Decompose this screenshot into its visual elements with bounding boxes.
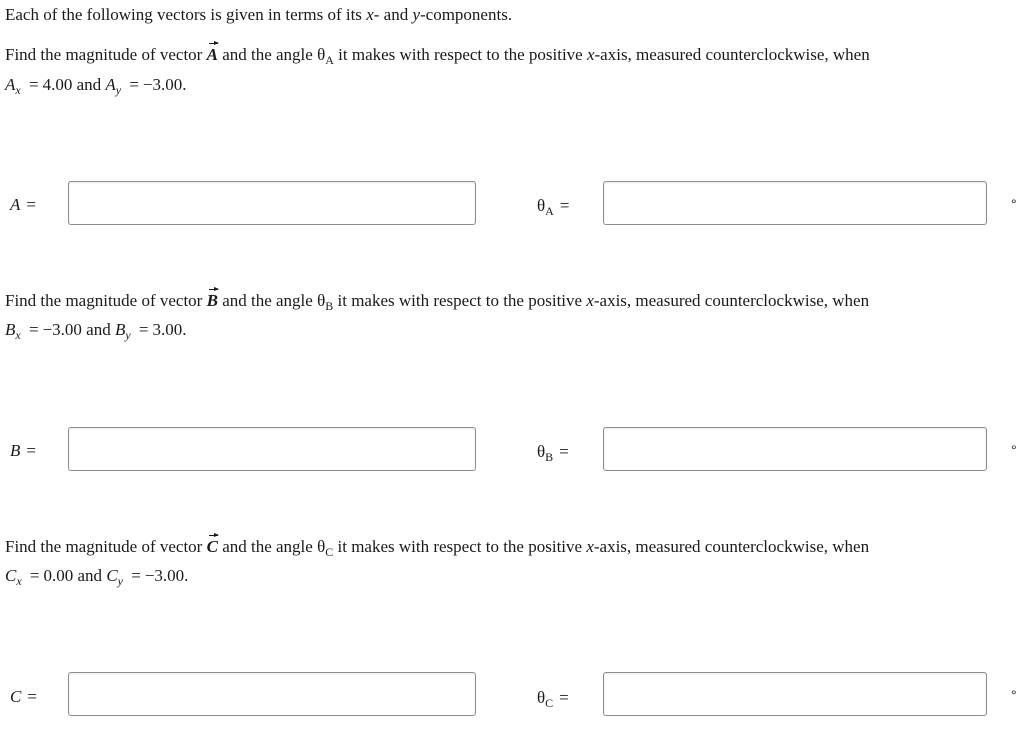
theta-symbol: θ bbox=[537, 442, 546, 461]
prompt-text: -axis, measured counterclockwise, when bbox=[593, 291, 870, 310]
intro-part: Each of the following vectors is given in terms of its bbox=[5, 5, 367, 24]
magnitude-c-label bbox=[10, 687, 37, 707]
prompt-text: Find the magnitude of vector bbox=[5, 45, 207, 64]
magnitude-symbol: C bbox=[10, 687, 22, 706]
prompt-text: Find the magnitude of vector bbox=[5, 291, 207, 310]
degree-a-symbol: ° bbox=[1011, 196, 1017, 212]
problem-b-components bbox=[5, 320, 187, 340]
vector-c-symbol: C bbox=[206, 537, 218, 556]
x-component-value: −3.00 bbox=[42, 320, 82, 339]
magnitude-symbol: A bbox=[10, 195, 21, 214]
theta-subscript: B bbox=[325, 299, 334, 313]
vector-a-symbol: A bbox=[206, 45, 218, 64]
component-symbol: C bbox=[5, 566, 17, 585]
y-component-value: −3.00 bbox=[144, 566, 185, 585]
period: . bbox=[182, 320, 187, 339]
magnitude-symbol: B bbox=[10, 441, 21, 460]
theta-symbol: θ bbox=[537, 196, 546, 215]
equals-sign: = bbox=[131, 566, 141, 585]
magnitude-c-input[interactable] bbox=[68, 672, 476, 716]
magnitude-a-label bbox=[10, 195, 36, 215]
component-subscript: y bbox=[125, 328, 131, 342]
prompt-text: it makes with respect to the positive bbox=[333, 291, 587, 310]
period: . bbox=[184, 566, 189, 585]
prompt-text: and the angle bbox=[217, 537, 318, 556]
problem-a-components bbox=[5, 75, 187, 95]
equals-sign: = bbox=[26, 441, 36, 460]
prompt-text: and the angle bbox=[217, 291, 318, 310]
theta-subscript: B bbox=[545, 450, 554, 464]
component-symbol: A bbox=[5, 75, 16, 94]
component-symbol: B bbox=[114, 320, 126, 339]
prompt-text: -axis, measured counterclockwise, when bbox=[593, 537, 870, 556]
prompt-text: and bbox=[73, 566, 107, 585]
degree-b-symbol: ° bbox=[1011, 442, 1017, 458]
magnitude-a-input[interactable] bbox=[68, 181, 476, 225]
equals-sign: = bbox=[129, 75, 139, 94]
period: . bbox=[182, 75, 187, 94]
y-component-value: −3.00 bbox=[142, 75, 183, 94]
component-subscript: x bbox=[15, 328, 21, 342]
angle-b-input[interactable] bbox=[603, 427, 987, 471]
equals-sign: = bbox=[138, 320, 149, 339]
component-subscript: x bbox=[15, 83, 21, 97]
equals-sign: = bbox=[28, 320, 39, 339]
theta-subscript: A bbox=[545, 204, 554, 218]
prompt-text: Find the magnitude of vector bbox=[5, 537, 207, 556]
angle-c-input[interactable] bbox=[603, 672, 987, 716]
angle-b-label bbox=[537, 442, 569, 462]
equals-sign: = bbox=[26, 195, 36, 214]
prompt-text: it makes with respect to the positive bbox=[333, 537, 587, 556]
angle-a-input[interactable] bbox=[603, 181, 987, 225]
prompt-x: x bbox=[586, 291, 594, 310]
component-subscript: x bbox=[16, 574, 22, 588]
prompt-text: and the angle bbox=[217, 45, 318, 64]
theta-subscript: C bbox=[545, 696, 554, 710]
equals-sign: = bbox=[559, 442, 569, 461]
component-symbol: A bbox=[105, 75, 116, 94]
intro-part: -components. bbox=[420, 5, 513, 24]
problem-c-components bbox=[5, 566, 188, 586]
x-component-value: 0.00 bbox=[43, 566, 74, 585]
equals-sign: = bbox=[559, 196, 570, 215]
magnitude-b-label bbox=[10, 441, 36, 461]
theta-symbol: θ bbox=[317, 291, 326, 310]
degree-c-symbol: ° bbox=[1011, 687, 1017, 703]
prompt-text: and bbox=[81, 320, 115, 339]
problem-b-prompt bbox=[5, 291, 869, 311]
component-symbol: B bbox=[5, 320, 16, 339]
component-subscript: y bbox=[115, 83, 122, 97]
theta-symbol: θ bbox=[537, 688, 546, 707]
theta-symbol: θ bbox=[317, 537, 326, 556]
prompt-x: x bbox=[586, 537, 594, 556]
angle-a-label bbox=[537, 196, 569, 216]
intro-part: - and bbox=[373, 5, 413, 24]
x-component-value: 4.00 bbox=[42, 75, 73, 94]
prompt-x: x bbox=[586, 45, 595, 64]
component-subscript: y bbox=[117, 574, 123, 588]
vector-b-symbol: B bbox=[206, 291, 218, 310]
equals-sign: = bbox=[559, 688, 569, 707]
equals-sign: = bbox=[29, 566, 40, 585]
theta-subscript: C bbox=[325, 545, 334, 559]
theta-symbol: θ bbox=[317, 45, 326, 64]
problem-c-prompt bbox=[5, 537, 869, 557]
equals-sign: = bbox=[28, 75, 39, 94]
prompt-text: and bbox=[72, 75, 106, 94]
prompt-text: -axis, measured counterclockwise, when bbox=[594, 45, 870, 64]
angle-c-label bbox=[537, 688, 569, 708]
intro-y: y bbox=[412, 5, 420, 24]
intro-text bbox=[5, 5, 512, 25]
problem-a-prompt bbox=[5, 45, 870, 65]
equals-sign: = bbox=[27, 687, 37, 706]
magnitude-b-input[interactable] bbox=[68, 427, 476, 471]
component-symbol: C bbox=[106, 566, 118, 585]
intro-x: x bbox=[366, 5, 374, 24]
prompt-text: it makes with respect to the positive bbox=[333, 45, 587, 64]
y-component-value: 3.00 bbox=[152, 320, 183, 339]
theta-subscript: A bbox=[325, 53, 334, 67]
